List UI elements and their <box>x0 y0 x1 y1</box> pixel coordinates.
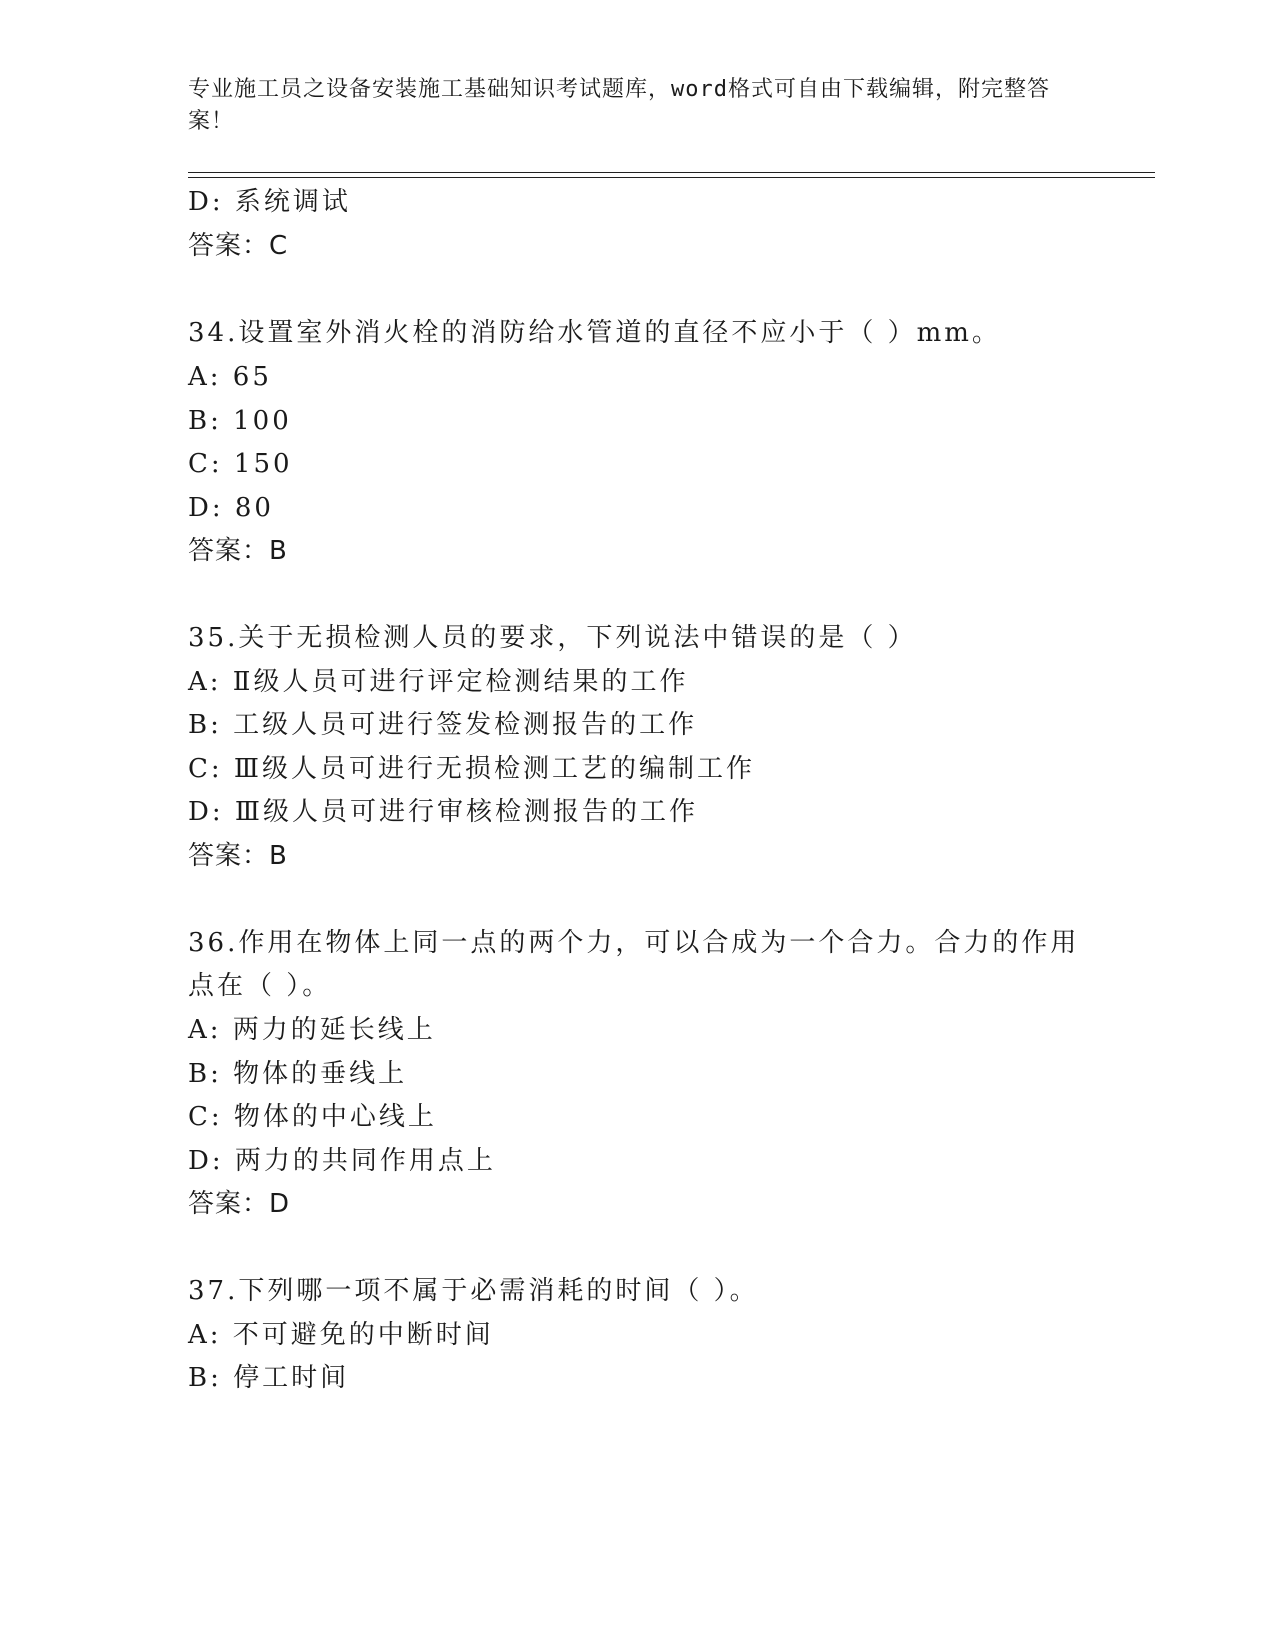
q35-answer: 答案：B <box>188 841 288 871</box>
prev-answer: 答案：C <box>188 231 289 261</box>
q34-stem: 34.设置室外消火栓的消防给水管道的直径不应小于（ ）mm。 <box>188 318 1001 348</box>
q35-option-a: A: Ⅱ级人员可进行评定检测结果的工作 <box>188 667 689 697</box>
q35-stem: 35.关于无损检测人员的要求，下列说法中错误的是（ ） <box>188 623 917 653</box>
q36-answer: 答案：D <box>188 1189 291 1219</box>
q35-option-b: B: 工级人员可进行签发检测报告的工作 <box>188 710 698 740</box>
q36-option-c: C: 物体的中心线上 <box>188 1102 437 1132</box>
q34-option-c: C: 150 <box>188 449 293 479</box>
q36-option-d: D: 两力的共同作用点上 <box>188 1146 496 1176</box>
q34-option-b: B: 100 <box>188 406 292 436</box>
q34-answer: 答案：B <box>188 536 288 566</box>
q34-option-a: A: 65 <box>188 362 272 392</box>
header-rule-bottom <box>188 177 1155 178</box>
q37-stem: 37.下列哪一项不属于必需消耗的时间（ ）。 <box>188 1276 759 1306</box>
header-rule-top <box>188 172 1155 173</box>
q36-stem-line2: 点在（ ）。 <box>188 971 332 1001</box>
q35-option-d: D: Ⅲ级人员可进行审核检测报告的工作 <box>188 797 698 827</box>
prev-option-d: D: 系统调试 <box>188 187 351 217</box>
q35-option-c: C: Ⅲ级人员可进行无损检测工艺的编制工作 <box>188 754 755 784</box>
q37-option-b: B: 停工时间 <box>188 1363 350 1393</box>
q37-option-a: A: 不可避免的中断时间 <box>188 1320 494 1350</box>
q36-option-b: B: 物体的垂线上 <box>188 1059 408 1089</box>
document-header: 专业施工员之设备安装施工基础知识考试题库，word格式可自由下载编辑，附完整答案！ <box>188 77 1050 134</box>
q36-option-a: A: 两力的延长线上 <box>188 1015 436 1045</box>
q34-option-d: D: 80 <box>188 493 274 523</box>
q36-stem-line1: 36.作用在物体上同一点的两个力，可以合成为一个合力。合力的作用 <box>188 928 1080 958</box>
